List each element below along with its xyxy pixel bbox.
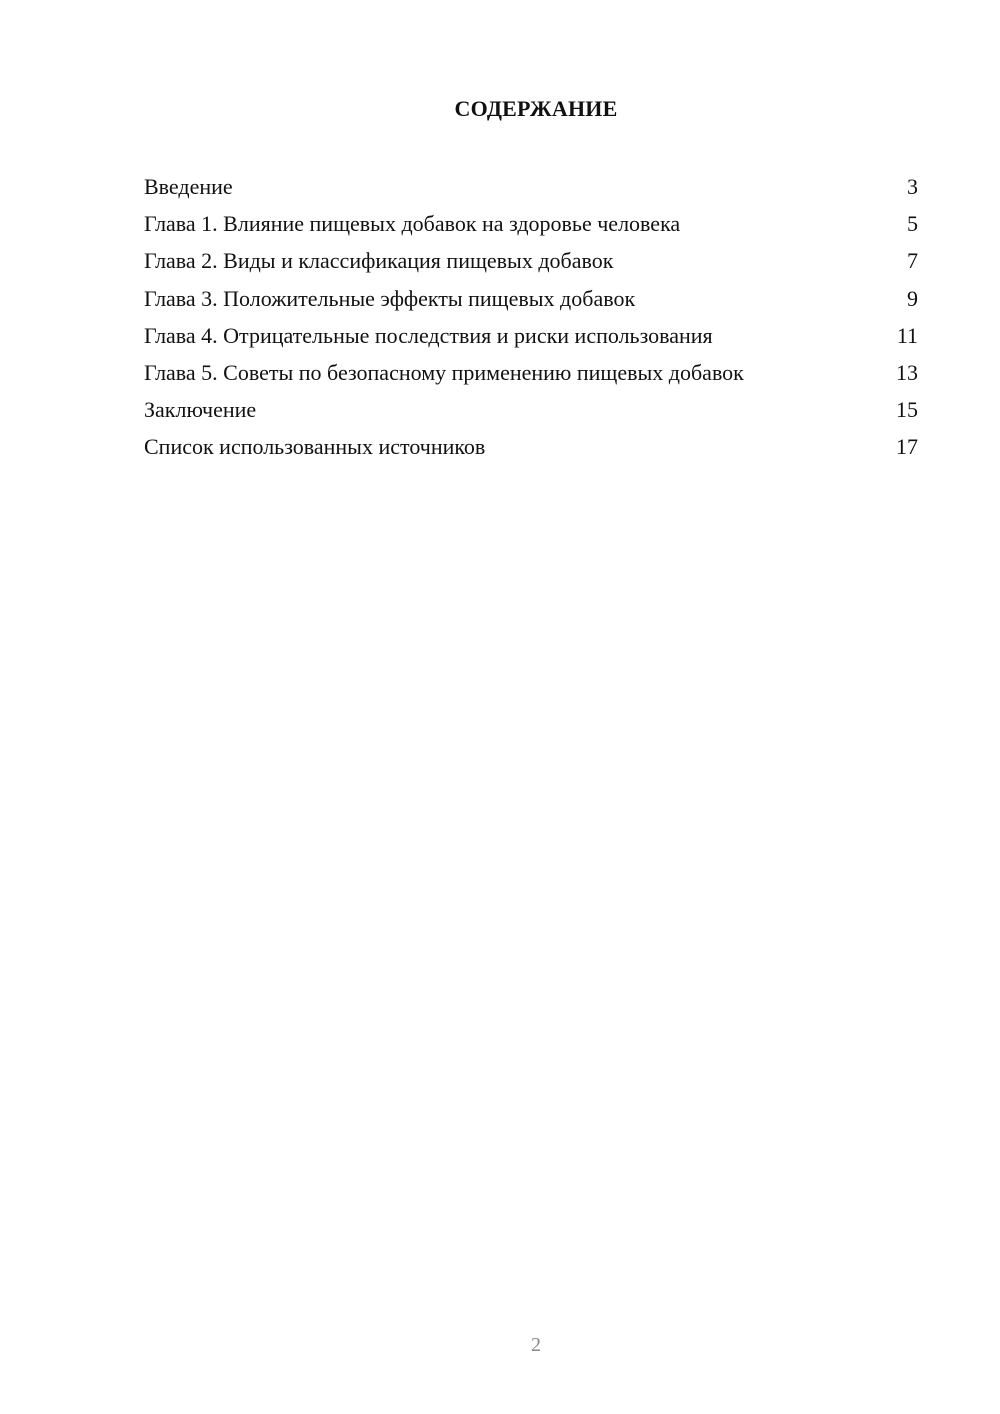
toc-entry-page: 15 [896,397,918,423]
table-of-contents [144,168,918,466]
toc-entry-title: Глава 1. Влияние пищевых добавок на здоровье человека [144,211,681,237]
toc-entry[interactable] [144,428,918,465]
toc-entry-title: Глава 2. Виды и классификация пищевых добавок [144,248,614,274]
toc-entry-title: Введение [144,174,233,199]
toc-entry-title: Глава 3. Положительные эффекты пищевых добавок [144,285,636,311]
toc-entry-page: 13 [896,359,918,385]
toc-entry-page: 11 [896,322,918,348]
toc-entry-title: Список использованных источников [144,434,486,460]
toc-entry[interactable] [144,391,918,428]
toc-entry-title: Глава 4. Отрицательные последствия и риски использования [144,322,713,348]
toc-entry-title: Глава 5. Советы по безопасному применению пищевых добавок [144,359,744,385]
toc-entry[interactable] [144,168,918,205]
toc-entry-page: 9 [907,285,918,311]
toc-entry-page: 3 [907,174,918,199]
toc-entry[interactable] [144,317,918,354]
toc-entry-title: Заключение [144,397,257,423]
toc-entry[interactable] [144,280,918,317]
page-title: СОДЕРЖАНИЕ [454,96,618,121]
toc-entry[interactable] [144,354,918,391]
toc-entry[interactable] [144,242,918,279]
toc-entry-page: 7 [907,248,918,274]
toc-entry-page: 5 [907,211,918,237]
page-number: 2 [531,1334,541,1356]
toc-entry-page: 17 [896,434,918,460]
toc-entry[interactable] [144,205,918,242]
